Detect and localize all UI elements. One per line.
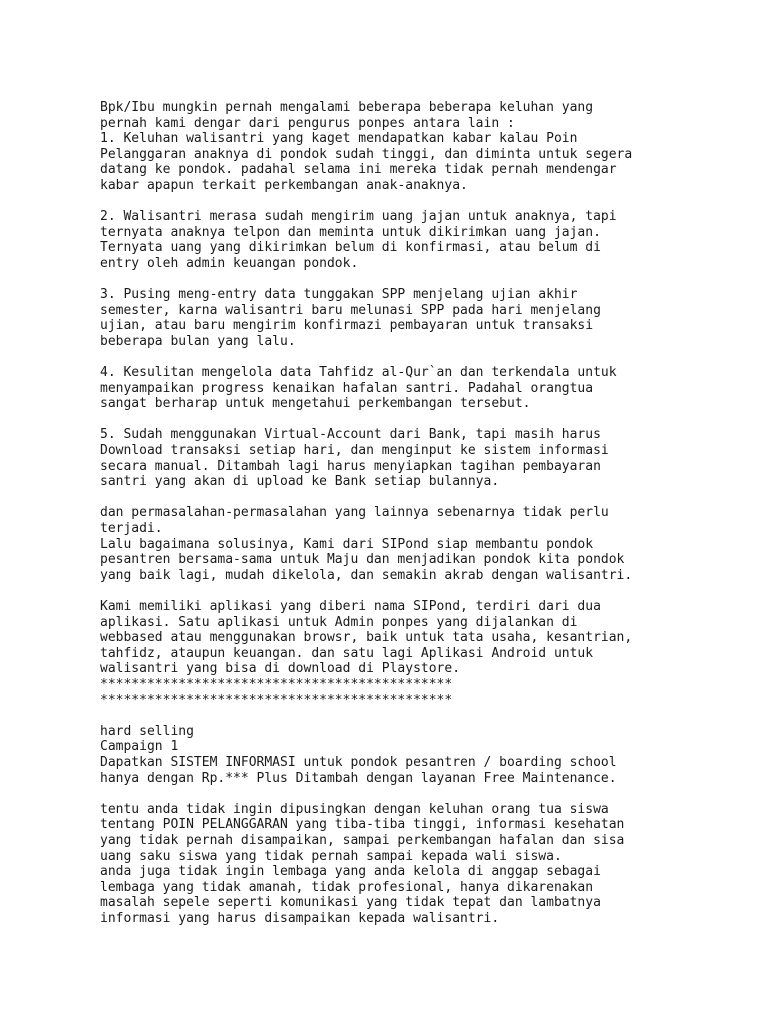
complaint-item-5: 5. Sudah menggunakan Virtual-Account dari Bank, tapi masih harus Download transaksi setiap hari, dan menginput ke sistem informasi secara manual. Ditambah lagi harus menyiapkan tagihan pembayaran santri yang akan di upload ke Bank setiap bulannya. [100, 427, 609, 490]
intro-paragraph: Bpk/Ibu mungkin pernah mengalami beberapa beberapa keluhan yang pernah kami dengar dari pengurus ponpes antara lain : [100, 100, 594, 131]
closing-paragraph-1: tentu anda tidak ingin dipusingkan dengan keluhan orang tua siswa tentang POIN PELANGGARAN yang tiba-tiba tinggi, informasi kesehatan yang tidak pernah disampaikan, sampai perkembangan hafalan dan sisa uang saku siswa yang tidak pernah sampai kepada wali siswa. [100, 801, 625, 864]
separator-line: ********************************************* [100, 676, 453, 692]
complaint-item-3: 3. Pusing meng-entry data tunggakan SPP menjelang ujian akhir semester, karna walisantri baru melunasi SPP pada hari menjelang ujian, atau baru mengirim konfirmazi pembayaran untuk transaksi beberapa bulan yang lalu. [100, 287, 601, 349]
complaint-item-1: 1. Keluhan walisantri yang kaget mendapatkan kabar kalau Poin Pelanggaran anaknya di pondok sudah tinggi, dan diminta untuk segera datang ke pondok. padahal selama ini mereka tidak pernah mendengar kabar apapun terkait perkembangan anak-anaknya. [100, 131, 633, 193]
spacer [100, 412, 740, 428]
other-problems-paragraph: dan permasalahan-permasalahan yang lainnya sebenarnya tidak perlu terjadi. [100, 505, 609, 537]
document-page [100, 100, 740, 926]
separator-line: ********************************************* [100, 692, 453, 708]
spacer [100, 490, 740, 506]
app-description-paragraph: Kami memiliki aplikasi yang diberi nama SIPond, terdiri dari dua aplikasi. Satu aplikasi untuk Admin ponpes yang dijalankan di webbased atau menggunakan browsr, baik untuk tata usaha, kesantrian, tahfidz, ataupun keuangan. dan satu lagi Aplikasi Android untuk walisantri yang bisa di download di Playstore. [100, 599, 633, 677]
hard-selling-heading: hard selling [100, 723, 194, 739]
complaint-item-4: 4. Kesulitan mengelola data Tahfidz al-Qur`an dan terkendala untuk menyampaikan progress kenaikan hafalan santri. Padahal orangtua sangat berharap untuk mengetahui perkembangan tersebut. [100, 365, 617, 412]
complaint-item-2: 2. Walisantri merasa sudah mengirim uang jajan untuk anaknya, tapi ternyata anaknya telpon dan meminta untuk dikirimkan uang jajan. Ternyata uang yang dikirimkan belum di konfirmasi, atau belum di entry oleh admin keuangan pondok. [100, 209, 617, 271]
spacer [100, 194, 740, 210]
spacer [100, 786, 740, 802]
campaign-body: Dapatkan SISTEM INFORMASI untuk pondok pesantren / boarding school hanya dengan Rp.*** Plus Ditambah dengan layanan Free Maintenance. [100, 754, 617, 786]
closing-paragraph-2: anda juga tidak ingin lembaga yang anda kelola di anggap sebagai lembaga yang tidak amanah, tidak profesional, hanya dikarenakan masalah sepele seperti komunikasi yang tidak tepat dan lambatnya informasi yang harus disampaikan kepada walisantri. [100, 864, 601, 926]
spacer [100, 583, 740, 599]
spacer [100, 708, 740, 724]
solution-paragraph: Lalu bagaimana solusinya, Kami dari SIPond siap membantu pondok pesantren bersama-sama untuk Maju dan menjadikan pondok kita pondok yang baik lagi, mudah dikelola, dan semakin akrab dengan walisantri. [100, 536, 633, 583]
spacer [100, 350, 740, 366]
campaign-title: Campaign 1 [100, 739, 179, 755]
spacer [100, 272, 740, 288]
